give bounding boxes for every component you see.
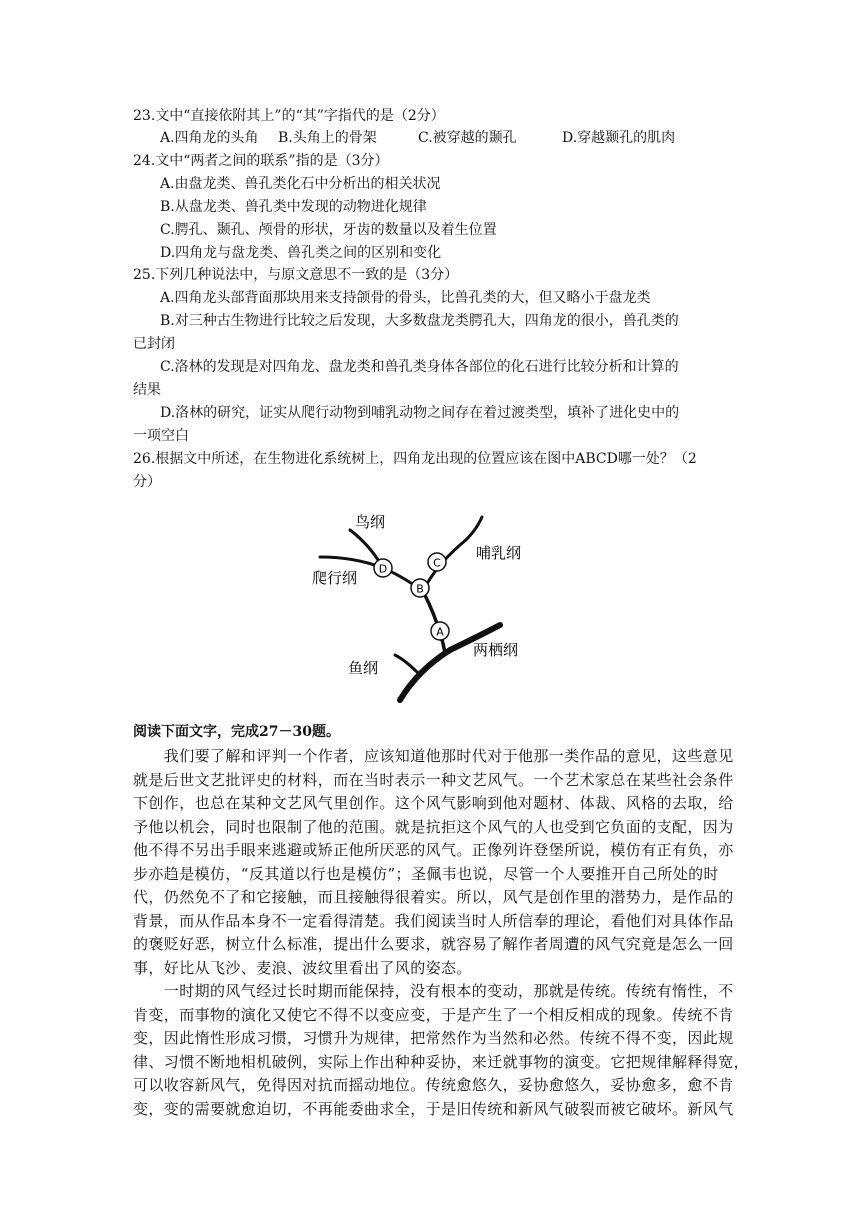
option-d: D.穿越颞孔的肌肉 xyxy=(562,130,676,146)
fish-branch xyxy=(395,655,418,673)
passage-line: 律、习惯不断地相机破例，实际上作出种种妥协，来迁就事物的演变。它把规律解释得宽， xyxy=(133,1052,750,1071)
option-c: C.被穿越的颞孔 xyxy=(418,130,517,146)
node-a xyxy=(431,622,449,640)
svg-text:B: B xyxy=(416,582,424,596)
passage-line: 就是后世文艺批评史的材料，而在当时表示一种文艺风气。一个艺术家总在某些社会条件 xyxy=(133,770,734,789)
question-25-option-d-cont: 一项空白 xyxy=(133,428,189,444)
label-mammal: 哺乳纲 xyxy=(476,544,522,562)
question-26-stem: 26.根据文中所述，在生物进化系统树上，四角龙出现的位置应该在图中ABCD哪一处？（2 xyxy=(133,451,697,467)
svg-text:D: D xyxy=(378,562,388,576)
passage-line: 步亦趋是模仿，“反其道以行也是模仿”；圣佩韦也说，尽管一个人要推开自己所处的时 xyxy=(133,864,719,883)
label-fish: 鱼纲 xyxy=(348,659,379,677)
question-24-option-c: C.腭孔、颞孔、颅骨的形状，牙齿的数量以及着生位置 xyxy=(160,222,497,238)
passage-line: 事，好比从飞沙、麦浪、波纹里看出了风的姿态。 xyxy=(133,958,472,977)
passage-line: 我们要了解和评判一个作者，应该知道他那时代对于他那一类作品的意见，这些意见 xyxy=(133,747,734,765)
label-amphibian: 两栖纲 xyxy=(473,641,519,659)
question-25-option-c: C.洛林的发现是对四角龙、盘龙类和兽孔类身体各部位的化石进行比较分析和计算的 xyxy=(160,359,679,375)
passage-line: 他不得不另出手眼来逃避或矫正他所厌恶的风气。正像列许登堡所说，模仿有正有负，亦 xyxy=(133,841,734,859)
question-25-option-b: B.对三种古生物进行比较之后发现，大多数盘龙类腭孔大，四角龙的很小，兽孔类的 xyxy=(160,313,679,329)
node-c xyxy=(428,553,446,571)
passage-line: 的褒贬好恶，树立什么标准，提出什么要求，就容易了解作者周遭的风气究竟是怎么一回 xyxy=(133,935,734,953)
trunk-branch xyxy=(400,625,500,700)
question-24-option-b: B.从盘龙类、兽孔类中发现的动物进化规律 xyxy=(160,199,427,215)
label-bird: 鸟纲 xyxy=(355,513,386,531)
evolution-tree-diagram xyxy=(300,505,570,705)
label-reptile: 爬行纲 xyxy=(312,569,358,587)
svg-text:C: C xyxy=(433,556,441,570)
svg-text:A: A xyxy=(436,625,444,639)
passage-line: 下创作，也总在某种文艺风气里创作。这个风气影响到他对题材、体裁、风格的去取，给 xyxy=(133,794,734,812)
question-23-stem: 23.文中“直接依附其上”的“其”字指代的是（2分） xyxy=(133,108,445,124)
passage-line: 代，仍然免不了和它接触，而且接触得很着实。所以，风气是创作里的潜势力，是作品的 xyxy=(133,888,734,906)
question-25-option-b-cont: 已封闭 xyxy=(133,336,175,352)
passage-line: 背景，而从作品本身不一定看得清楚。我们阅读当时人所信奉的理论，看他们对具体作品 xyxy=(133,911,734,930)
option-a: A.四角龙的头角 xyxy=(160,130,259,146)
option-b: B.头角上的骨架 xyxy=(278,130,377,146)
question-25-option-a: A.四角龙头部背面那块用来支持颌骨的骨头，比兽孔类的大，但又略小于盘龙类 xyxy=(160,290,651,306)
node-b xyxy=(411,579,429,597)
question-26-stem-cont: 分） xyxy=(133,474,161,490)
question-24-option-a: A.由盘龙类、兽孔类化石中分析出的相关状况 xyxy=(160,176,441,192)
passage-line: 予他以机会，同时也限制了他的范围。就是抗拒这个风气的人也受到它负面的支配，因为 xyxy=(133,817,734,836)
passage-line: 肯变，而事物的演化又使它不得不以变应变，于是产生了一个相反相成的现象。传统不肯 xyxy=(133,1005,734,1024)
question-25-option-c-cont: 结果 xyxy=(133,382,161,398)
question-25-option-d: D.洛林的研究，证实从爬行动物到哺乳动物之间存在着过渡类型，填补了进化史中的 xyxy=(160,405,680,421)
node-d xyxy=(374,559,392,577)
passage-line: 可以收容新风气，免得因对抗而摇动地位。传统愈悠久，妥协愈悠久，妥协愈多，愈不肯 xyxy=(133,1076,734,1094)
question-24-option-d: D.四角龙与盘龙类、兽孔类之间的区别和变化 xyxy=(160,245,442,261)
passage-line: 一时期的风气经过长时期而能保持，没有根本的变动，那就是传统。传统有惰性，不 xyxy=(133,982,734,1000)
passage-line: 变，因此惰性形成习惯，习惯升为规律，把常然作为当然和必然。传统不得不变，因此规 xyxy=(133,1029,734,1047)
question-23-options xyxy=(160,128,675,148)
question-25-stem: 25.下列几种说法中，与原文意思不一致的是（3分） xyxy=(133,267,459,283)
question-24-stem: 24.文中“两者之间的联系”指的是（3分） xyxy=(133,153,389,169)
reading-section-title: 阅读下面文字，完成27－30题。 xyxy=(133,724,340,740)
passage-line: 变，变的需要就愈迫切，不再能委曲求全，于是旧传统和新风气破裂而被它破坏。新风气 xyxy=(133,1099,734,1118)
